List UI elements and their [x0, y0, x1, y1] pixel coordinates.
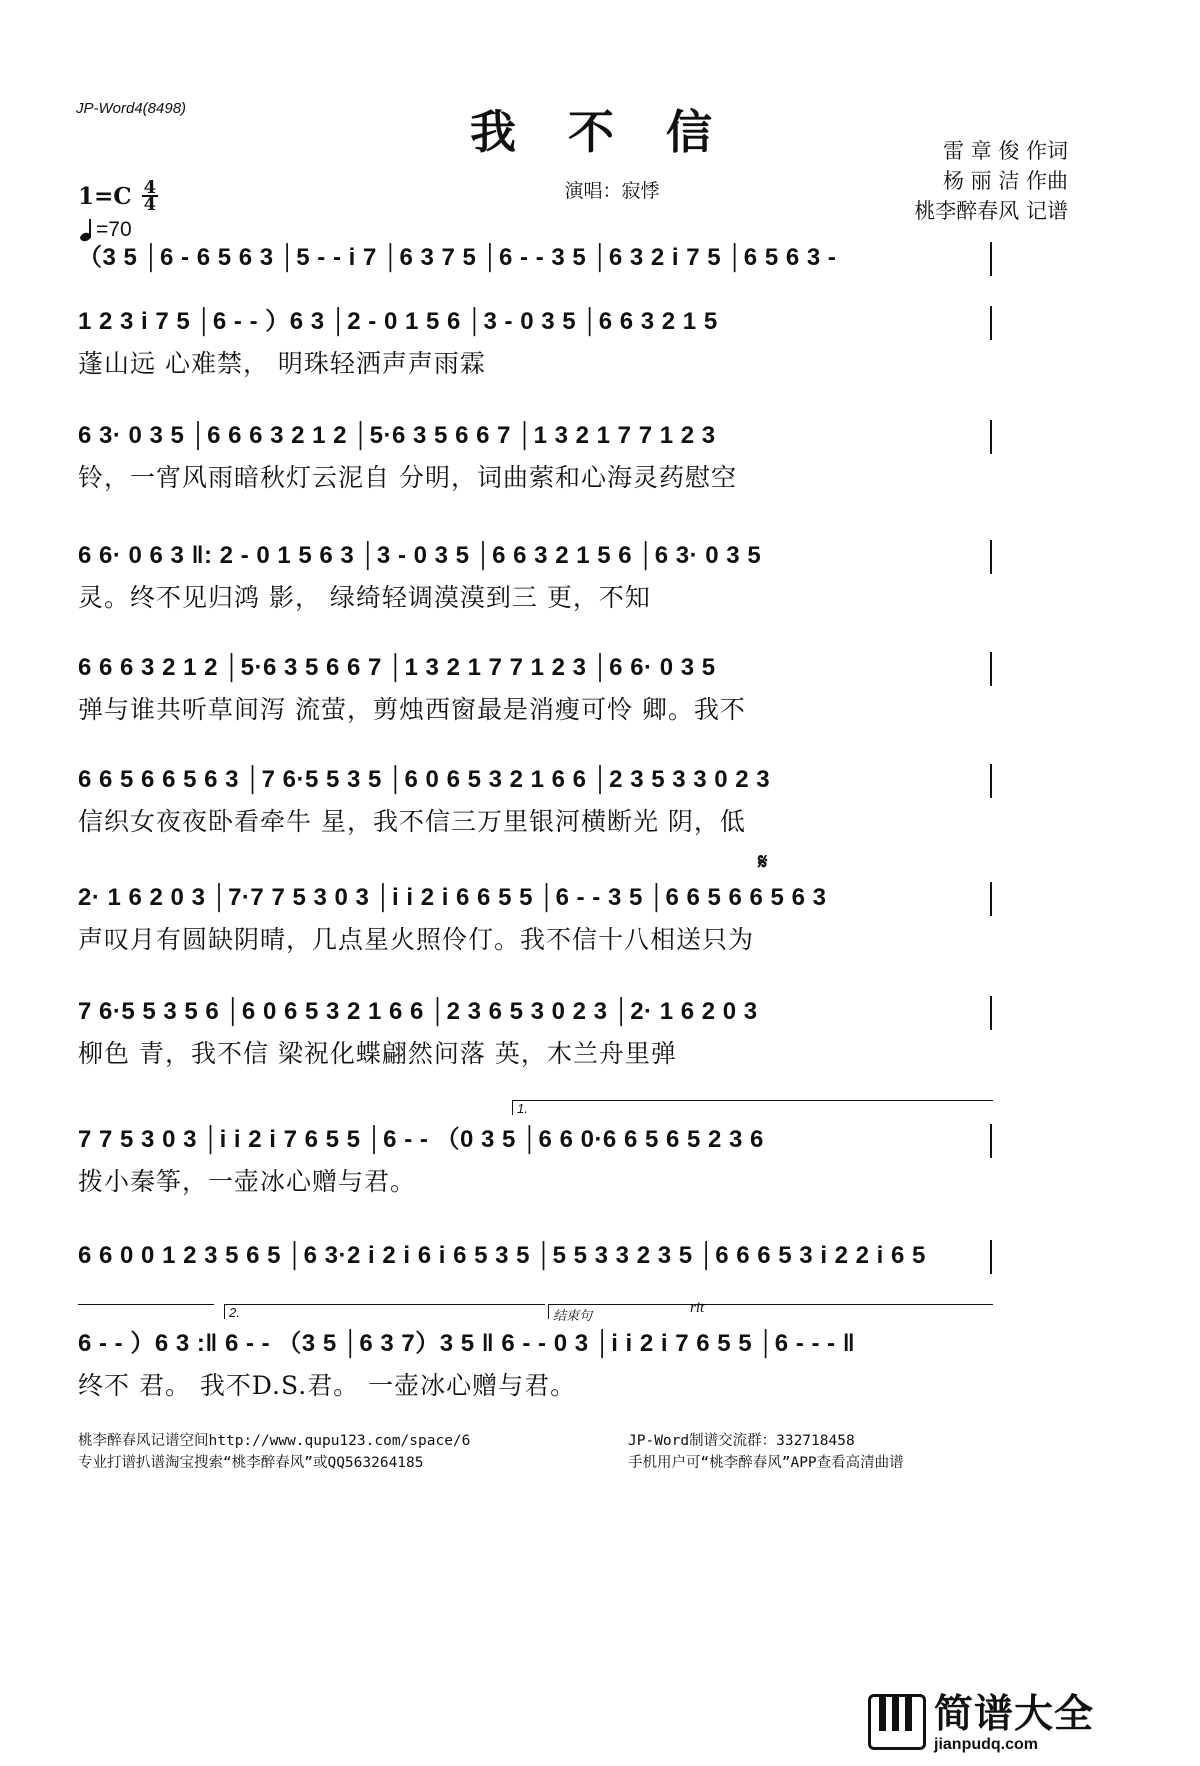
barline: [990, 242, 992, 276]
key-label: 1=C: [78, 182, 132, 210]
first-ending-continuation: [78, 1304, 214, 1319]
lyrics-line: 终不 君。 我不D.S.君。 一壶冰心赠与君。: [78, 1371, 577, 1400]
logo-url: jianpudq.com: [934, 1736, 1038, 1753]
footer-left-line1: 桃李醉春风记谱空间http://www.qupu123.com/space/6: [78, 1433, 471, 1449]
logo-name: 简谱大全: [934, 1692, 1095, 1737]
score-system-7: [78, 876, 992, 960]
lyrics-line: 铃，一宵风雨暗秋灯云泥自 分明，词曲萦和心海灵药慰空: [78, 463, 737, 492]
barline: [990, 652, 992, 686]
notes-line: （3 5 │6 - 6 5 6 3 │5 - - i 7 │6 3 7 5 │6 - - 3 5 │6 3 2 i 7 5 │6 5 6 3 -: [78, 244, 837, 271]
singer-credit: 演唱：寂悸: [564, 180, 660, 202]
lyrics-line: 弹与谁共听草间泻 流萤，剪烛西窗最是消瘦可怜 卿。我不: [78, 695, 746, 724]
notes-line: 6 6 5 6 6 5 6 3 │7 6·5 5 3 5 │6 0 6 5 3 2 1 6 6 │2 3 5 3 3 0 2 3: [78, 766, 771, 793]
ending-phrase-bracket: [548, 1304, 993, 1323]
barline: [990, 540, 992, 574]
credits-block: [914, 136, 1068, 226]
barline: [990, 882, 992, 916]
score-system-8: [78, 990, 992, 1074]
software-version: JP-Word4(8498): [76, 100, 187, 117]
lyrics-line: 拨小秦筝，一壶冰心赠与君。: [78, 1167, 417, 1196]
barline: [990, 764, 992, 798]
footer-left: [78, 1430, 470, 1474]
score-system-11: [78, 1322, 992, 1406]
notes-line: 6 6 0 0 1 2 3 5 6 5 │6 3·2 i 2 i 6 i 6 5 3 5 │5 5 3 3 2 3 5 │6 6 6 5 3 i 2 2 i 6 5: [78, 1242, 926, 1269]
lyrics-line: 灵。终不见归鸿 影， 绿绮轻调漠漠到三 更，不知: [78, 583, 651, 612]
barline: [990, 1240, 992, 1274]
score-system-10: [78, 1234, 992, 1278]
barline: [990, 1124, 992, 1158]
notes-line: 6 - - ）6 3 :‖ 6 - - （3 5 │6 3 7）3 5 ‖ 6 - - 0 3 │i i 2 i 7 6 5 5 │6 - - - ‖: [78, 1330, 856, 1357]
time-signature: [142, 177, 159, 215]
notes-line: 6 6 6 3 2 1 2 │5·6 3 5 6 6 7 │1 3 2 1 7 7 1 2 3 │6 6· 0 3 5: [78, 654, 716, 681]
song-title: 我 不 信: [469, 105, 731, 159]
footer-right-line2: 手机用户可“桃李醉春风”APP查看高清曲谱: [628, 1455, 904, 1471]
time-top: 4: [143, 177, 157, 198]
footer-right: [628, 1430, 904, 1474]
lyrics-line: 柳色 青，我不信 梁祝化蝶翩然问落 英，木兰舟里弹: [78, 1039, 677, 1068]
tempo-value: =70: [96, 218, 132, 241]
time-bottom: 4: [143, 194, 157, 215]
site-logo: [868, 1694, 1094, 1754]
ritardando-marking: rit: [690, 1300, 705, 1316]
volta1-label: 1.: [517, 1101, 528, 1116]
notes-line: 6 3· 0 3 5 │6 6 6 3 2 1 2 │5·6 3 5 6 6 7 │1 3 2 1 7 7 1 2 3: [78, 422, 716, 449]
barline: [990, 306, 992, 340]
barline: [990, 420, 992, 454]
notes-line: 6 6· 0 6 3 ‖: 2 - 0 1 5 6 3 │3 - 0 3 5 │6 6 3 2 1 5 6 │6 3· 0 3 5: [78, 542, 762, 569]
first-ending-bracket: [512, 1100, 993, 1115]
lyrics-line: 声叹月有圆缺阴晴，几点星火照伶仃。我不信十八相送只为: [78, 925, 755, 954]
footer-left-line2: 专业打谱扒谱淘宝搜索“桃李醉春风”或QQ563264185: [78, 1455, 424, 1471]
lyrics-line: 蓬山远 心难禁， 明珠轻洒声声雨霖: [78, 349, 486, 378]
lyrics-line: 信织女夜夜卧看牵牛 星，我不信三万里银河横断光 阴，低: [78, 807, 746, 836]
notes-line: 2· 1 6 2 0 3 │7·7 7 5 3 0 3 │i i 2 i 6 6 5 5 │6 - - 3 5 │6 6 5 6 6 5 6 3: [78, 884, 827, 911]
key-signature: [78, 177, 158, 215]
footer-right-line1: JP-Word制谱交流群：332718458: [628, 1433, 855, 1449]
score-system-9: [78, 1118, 992, 1202]
barline: [990, 996, 992, 1030]
score-system-4: [78, 534, 992, 618]
score-system-2: [78, 300, 992, 384]
segno-sign: 𝄋: [758, 850, 768, 875]
notes-line: 7 6·5 5 3 5 6 │6 0 6 5 3 2 1 6 6 │2 3 6 5 3 0 2 3 │2· 1 6 2 0 3: [78, 998, 758, 1025]
notes-line: 7 7 5 3 0 3 │i i 2 i 7 6 5 5 │6 - - （0 3 5 │6 6 0·6 6 5 6 5 2 3 6: [78, 1126, 764, 1153]
volta2-label: 2.: [229, 1305, 240, 1320]
score-system-6: [78, 758, 992, 842]
notes-line: 1 2 3 i 7 5 │6 - - ）6 3 │2 - 0 1 5 6 │3 - 0 3 5 │6 6 3 2 1 5: [78, 308, 718, 335]
transcriber-credit: 桃李醉春风 记谱: [914, 199, 1068, 223]
score-system-5: [78, 646, 992, 730]
ending-label: 结束句: [553, 1308, 593, 1323]
lyricist-credit: 雷 章 俊 作词: [942, 139, 1068, 163]
second-ending-bracket: [224, 1304, 545, 1319]
score-system-3: [78, 414, 992, 498]
piano-icon: [868, 1694, 926, 1750]
composer-credit: 杨 丽 洁 作曲: [942, 169, 1068, 193]
